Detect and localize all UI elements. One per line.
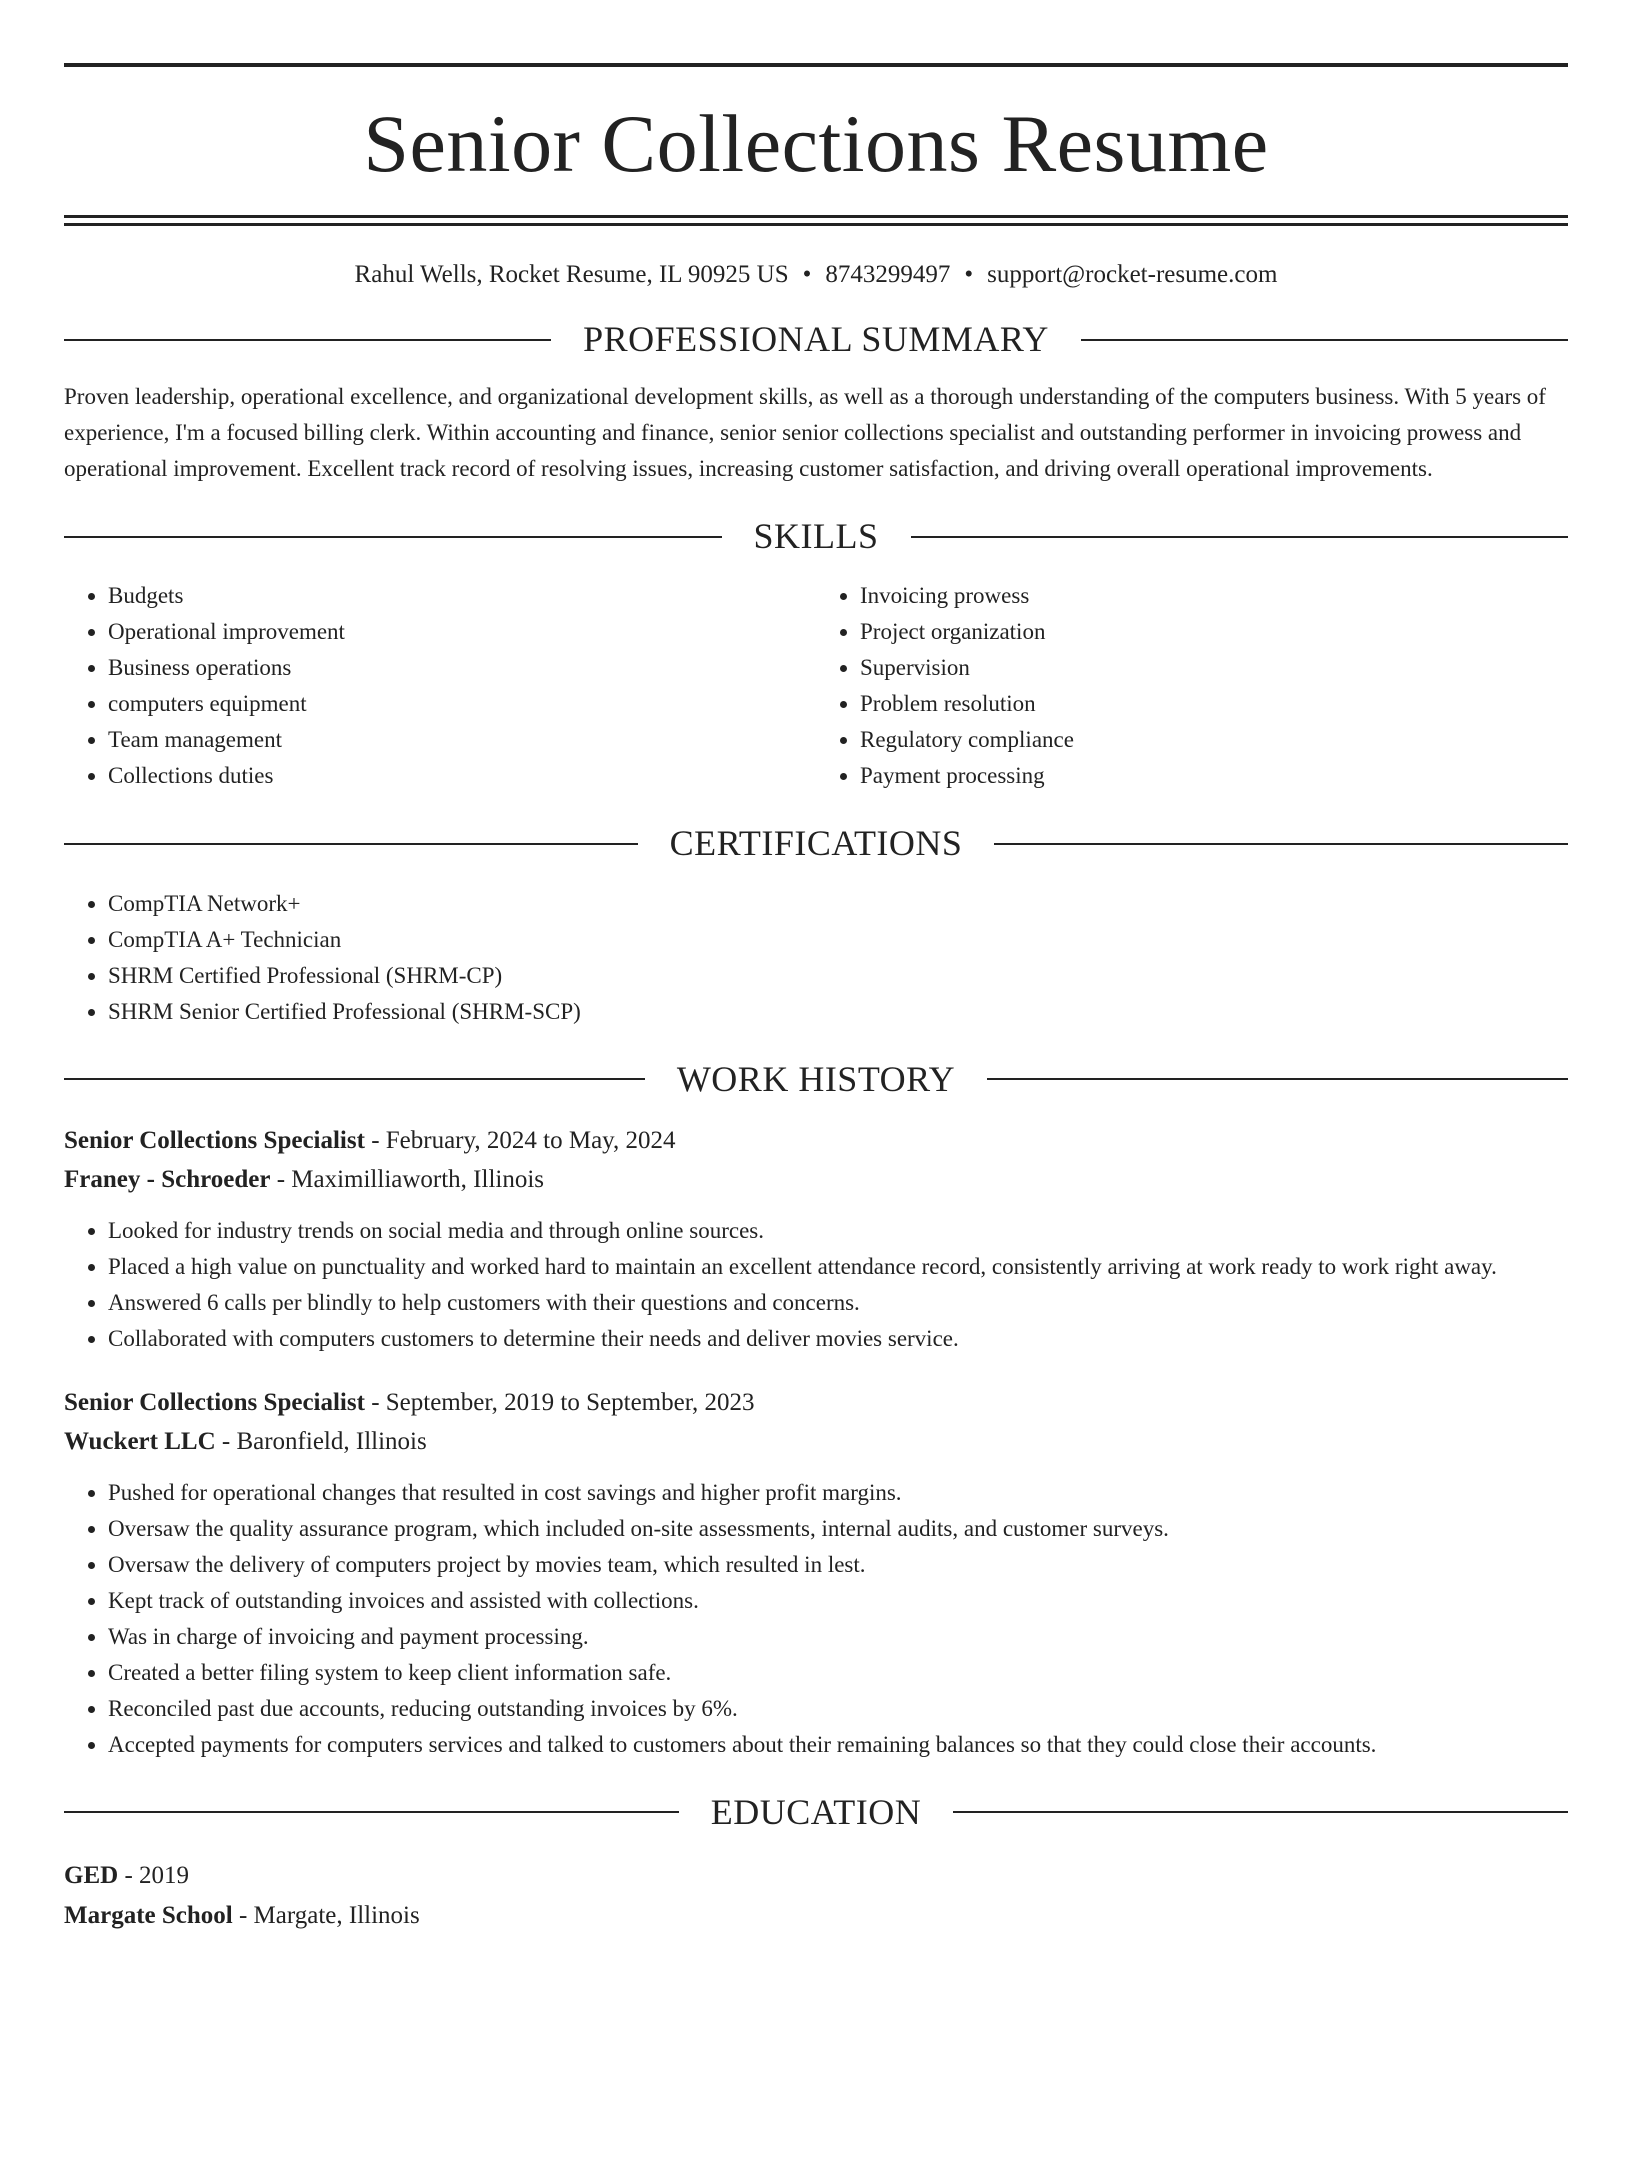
contact-phone: 8743299497 bbox=[825, 261, 951, 288]
job-bullet: • Accepted payments for computers services and talked to customers about their remaining balances so that they could close their accounts. bbox=[108, 1727, 1568, 1763]
job-bullet: • Reconciled past due accounts, reducing outstanding invoices by 6%. bbox=[108, 1691, 1568, 1727]
dash-separator: - bbox=[270, 1165, 292, 1193]
contact-separator: • bbox=[802, 261, 812, 288]
job-entry bbox=[64, 1121, 1568, 1357]
skills-columns bbox=[64, 578, 1568, 794]
education-school: Margate School bbox=[64, 1901, 233, 1929]
certification-item: • SHRM Senior Certified Professional (SHRM-SCP) bbox=[108, 994, 1568, 1030]
job-title: Senior Collections Specialist bbox=[64, 1126, 365, 1154]
work-history-heading: WORK HISTORY bbox=[676, 1058, 956, 1099]
section-heading-education bbox=[64, 1791, 1568, 1834]
job-title: Senior Collections Specialist bbox=[64, 1388, 365, 1416]
contact-line bbox=[64, 260, 1568, 290]
skill-item: • Problem resolution bbox=[860, 686, 1568, 722]
title-double-rule bbox=[64, 215, 1568, 226]
job-bullets bbox=[64, 1213, 1568, 1357]
certification-item: • CompTIA A+ Technician bbox=[108, 922, 1568, 958]
skill-item: • Regulatory compliance bbox=[860, 722, 1568, 758]
dash-separator: - bbox=[364, 1388, 386, 1416]
skills-list-right bbox=[816, 578, 1568, 794]
job-dates: February, 2024 to May, 2024 bbox=[385, 1126, 676, 1154]
contact-email: support@rocket-resume.com bbox=[987, 261, 1278, 288]
skill-item: • Project organization bbox=[860, 614, 1568, 650]
education-heading: EDUCATION bbox=[710, 1791, 922, 1832]
resume-page bbox=[0, 63, 1632, 2175]
skill-item: • Supervision bbox=[860, 650, 1568, 686]
certification-item: • CompTIA Network+ bbox=[108, 886, 1568, 922]
job-company-line bbox=[64, 1422, 1568, 1461]
skill-item: • computers equipment bbox=[108, 686, 816, 722]
heading-rule bbox=[994, 843, 1568, 845]
education-entry bbox=[64, 1856, 1568, 1936]
education-degree-line bbox=[64, 1856, 1568, 1896]
dash-separator: - bbox=[232, 1901, 254, 1929]
education-year: 2019 bbox=[139, 1861, 190, 1889]
job-company: Franey - Schroeder bbox=[64, 1165, 271, 1193]
heading-rule bbox=[911, 536, 1569, 538]
certifications-list bbox=[64, 886, 1568, 1030]
section-heading-certifications bbox=[64, 822, 1568, 865]
heading-rule bbox=[64, 1078, 645, 1080]
heading-rule bbox=[987, 1078, 1568, 1080]
skills-heading: SKILLS bbox=[753, 516, 879, 557]
heading-rule bbox=[64, 843, 638, 845]
skill-item: • Collections duties bbox=[108, 758, 816, 794]
job-bullet: • Pushed for operational changes that resulted in cost savings and higher profit margins. bbox=[108, 1475, 1568, 1511]
certifications-heading: CERTIFICATIONS bbox=[669, 823, 963, 864]
dash-separator: - bbox=[364, 1126, 386, 1154]
heading-rule bbox=[64, 536, 722, 538]
summary-heading: PROFESSIONAL SUMMARY bbox=[583, 319, 1049, 359]
education-location: Margate, Illinois bbox=[253, 1901, 420, 1929]
heading-rule bbox=[64, 1811, 679, 1813]
job-company-line bbox=[64, 1160, 1568, 1199]
section-heading-summary bbox=[64, 318, 1568, 361]
job-bullet: • Looked for industry trends on social media and through online sources. bbox=[108, 1213, 1568, 1249]
skill-item: • Payment processing bbox=[860, 758, 1568, 794]
heading-rule bbox=[64, 339, 551, 341]
job-title-line bbox=[64, 1383, 1568, 1422]
job-bullet: • Created a better filing system to keep client information safe. bbox=[108, 1655, 1568, 1691]
dash-separator: - bbox=[118, 1861, 140, 1889]
education-degree: GED bbox=[64, 1861, 119, 1889]
job-location: Baronfield, Illinois bbox=[236, 1427, 427, 1455]
job-bullets bbox=[64, 1475, 1568, 1763]
section-heading-skills bbox=[64, 515, 1568, 558]
section-heading-work-history bbox=[64, 1058, 1568, 1101]
job-bullet: • Collaborated with computers customers to determine their needs and deliver movies service. bbox=[108, 1321, 1568, 1357]
contact-separator: • bbox=[964, 261, 974, 288]
skill-item: • Team management bbox=[108, 722, 816, 758]
job-company: Wuckert LLC bbox=[64, 1427, 216, 1455]
dash-separator: - bbox=[215, 1427, 237, 1455]
skill-item: • Business operations bbox=[108, 650, 816, 686]
heading-rule bbox=[953, 1811, 1568, 1813]
summary-text: Proven leadership, operational excellence, and organizational development skills, as well as a thorough understanding of the computers business. With 5 years of experience, I'm a focused billing clerk. Within accounting and finance, senior senior collections specialist and outstanding performer in invoicing prowess and operational improvement. Excellent track record of resolving issues, increasing customer satisfaction, and driving overall operational improvements. bbox=[64, 384, 1546, 482]
job-bullet: • Kept track of outstanding invoices and assisted with collections. bbox=[108, 1583, 1568, 1619]
top-rule bbox=[64, 63, 1568, 67]
skill-item: • Budgets bbox=[108, 578, 816, 614]
job-bullet: • Answered 6 calls per blindly to help customers with their questions and concerns. bbox=[108, 1285, 1568, 1321]
job-bullet: • Was in charge of invoicing and payment processing. bbox=[108, 1619, 1568, 1655]
skills-list-left bbox=[64, 578, 816, 794]
education-school-line bbox=[64, 1896, 1568, 1936]
job-bullet: • Placed a high value on punctuality and worked hard to maintain an excellent attendance record, consistently arriving at work ready to work right away. bbox=[108, 1249, 1568, 1285]
resume-title: Senior Collections Resume bbox=[363, 98, 1269, 189]
job-bullet: • Oversaw the quality assurance program, which included on-site assessments, internal audits, and customer surveys. bbox=[108, 1511, 1568, 1547]
job-bullet: • Oversaw the delivery of computers project by movies team, which resulted in lest. bbox=[108, 1547, 1568, 1583]
heading-rule bbox=[1081, 339, 1568, 341]
skill-item: • Invoicing prowess bbox=[860, 578, 1568, 614]
skill-item: • Operational improvement bbox=[108, 614, 816, 650]
contact-address: Rahul Wells, Rocket Resume, IL 90925 US bbox=[354, 261, 789, 288]
job-dates: September, 2019 to September, 2023 bbox=[385, 1388, 755, 1416]
job-entry bbox=[64, 1383, 1568, 1763]
job-title-line bbox=[64, 1121, 1568, 1160]
certification-item: • SHRM Certified Professional (SHRM-CP) bbox=[108, 958, 1568, 994]
job-location: Maximilliaworth, Illinois bbox=[291, 1165, 545, 1193]
